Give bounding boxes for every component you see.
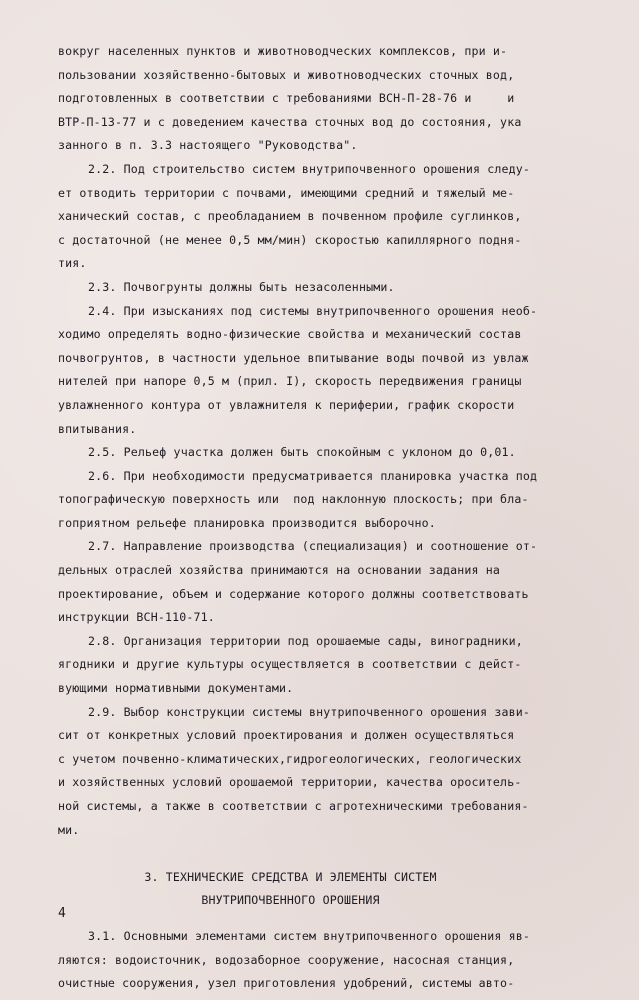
text-line: ВТР-П-13-77 и с доведением качества сточных вод до состояния, ука (58, 114, 522, 129)
paragraph-2-8-start: 2.8. Организация территории под орошаемые сады, виноградники, (88, 633, 523, 648)
paragraph-2-5: 2.5. Рельеф участка должен быть спокойным с уклоном до 0,01. (88, 445, 516, 460)
text-line: пользовании хозяйственно-бытовых и животноводческих сточных вод, (58, 67, 515, 82)
text-line: занного в п. 3.3 настоящего "Руководства". (58, 138, 358, 153)
text-line: проектирование, объем и содержание которого должны соответствовать (58, 586, 529, 601)
text-line: топографическую поверхность или под наклонную плоскость; при бла- (58, 492, 529, 507)
text-line: и хозяйственных условий орошаемой территории, качества ороситель- (58, 775, 522, 790)
paragraph-2-4-start: 2.4. При изысканиях под системы внутрипочвенного орошения необ- (88, 303, 538, 318)
text-line: ми. (58, 822, 80, 837)
text-line: ханический состав, с преобладанием в почвенном профиле суглинков, (58, 209, 522, 224)
text-line: вующими нормативными документами. (58, 681, 294, 696)
paragraph-2-6-start: 2.6. При необходимости предусматривается планировка участка под (88, 468, 538, 483)
spacer (58, 913, 632, 925)
text-line: с достаточной (не менее 0,5 мм/мин) скоростью капиллярного подня- (58, 232, 522, 247)
text-line: увлажненного контура от увлажнителя к периферии, график скорости (58, 397, 515, 412)
text-line: дельных отраслей хозяйства принимаются на основании задания на (58, 563, 501, 578)
paragraph-2-7-start: 2.7. Направление производства (специализация) и соотношение от- (88, 539, 538, 554)
text-line: очистные сооружения, узел приготовления удобрений, системы авто- (58, 976, 515, 991)
section-heading-line-2: ВНУТРИПОЧВЕННОГО ОРОШЕНИЯ (201, 893, 380, 908)
page-number: 4 (58, 906, 66, 921)
text-line: ягодники и другие культуры осуществляется в соответствии с дейст- (58, 657, 522, 672)
text-line: тия. (58, 256, 87, 271)
document-body (58, 40, 632, 996)
section-heading-line-1: 3. ТЕХНИЧЕСКИЕ СРЕДСТВА И ЭЛЕМЕНТЫ СИСТЕМ (144, 869, 437, 884)
text-line: почвогрунтов, в частности удельное впитывание воды почвой из увлаж (58, 350, 529, 365)
text-line: гоприятном рельефе планировка производится выборочно. (58, 515, 436, 530)
text-line: сит от конкретных условий проектирования и должен осуществляться (58, 728, 515, 743)
paragraph-2-9-start: 2.9. Выбор конструкции системы внутрипочвенного орошения зави- (88, 704, 531, 719)
paragraph-3-1-start: 3.1. Основными элементами систем внутрипочвенного орошения яв- (88, 928, 531, 943)
text-line: ходимо определять водно-физические свойства и механический состав (58, 327, 522, 342)
text-line: нителей при напоре 0,5 м (прил. I), скорость передвижения границы (58, 374, 522, 389)
text-line: ной системы, а также в соответствии с агротехническими требования- (58, 799, 529, 813)
text-line: ет отводить территории с почвами, имеющими средний и тяжелый ме- (58, 185, 515, 200)
text-line: подготовленных в соответствии с требованиями ВСН-П-28-76 и и (58, 91, 515, 106)
text-line: вокруг населенных пунктов и животноводческих комплексов, при и- (58, 44, 508, 58)
text-line: впитывания. (58, 421, 137, 436)
paragraph-2-2-start: 2.2. Под строительство систем внутрипочвенного орошения следу- (88, 161, 531, 176)
text-line: инструкции ВСН-110-71. (58, 610, 215, 625)
text-line: ляются: водоисточник, водозаборное сооружение, насосная станция, (58, 952, 515, 967)
paragraph-2-3: 2.3. Почвогрунты должны быть незасоленными. (88, 279, 395, 294)
spacer (58, 842, 632, 866)
text-line: с учетом почвенно-климатических,гидрогеологических, геологических (58, 751, 522, 766)
